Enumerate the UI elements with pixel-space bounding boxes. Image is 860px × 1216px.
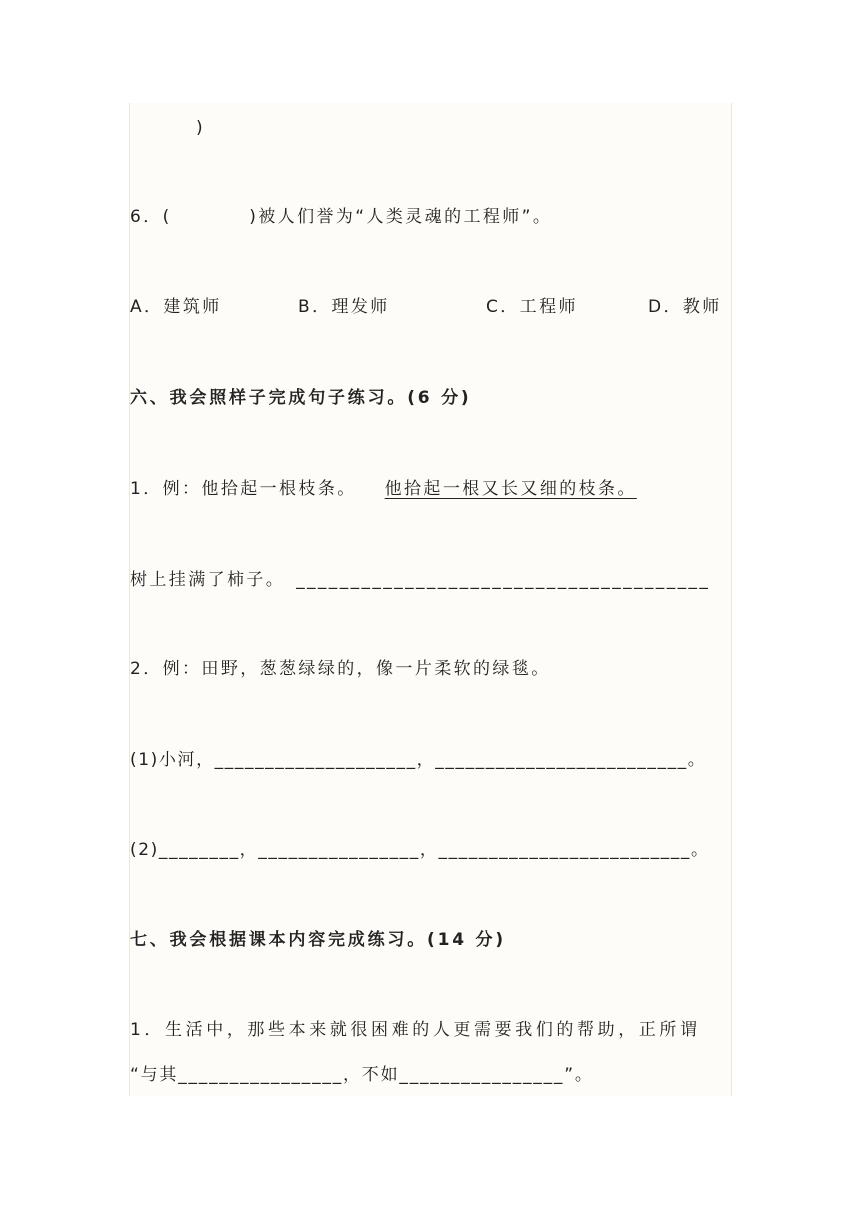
example-2: 2．例：田野，葱葱绿绿的，像一片柔软的绿毯。 bbox=[130, 659, 551, 679]
section-7-q1-line1: 1．生活中，那些本来就很困难的人更需要我们的帮助，正所谓 bbox=[130, 1020, 701, 1040]
option-b: B．理发师 bbox=[298, 297, 390, 317]
option-d: D．教师 bbox=[648, 297, 722, 317]
option-a: A．建筑师 bbox=[130, 297, 222, 317]
section-7-title: 七、我会根据课本内容完成练习。(14 分) bbox=[130, 930, 506, 950]
exercise-1-task: 树上挂满了柿子。 ______________________________________ bbox=[130, 570, 711, 590]
worksheet-page bbox=[129, 103, 732, 1096]
question-6: 6．( )被人们誉为“人类灵魂的工程师”。 bbox=[130, 207, 553, 227]
example-1 bbox=[130, 477, 637, 501]
example-1-answer: 他拾起一根又长又细的枝条。 bbox=[384, 479, 637, 499]
example-1-prefix: 1．例：他拾起一根枝条。 bbox=[130, 479, 357, 499]
section-7-q1-line2: “与其________________，不如________________”。 bbox=[130, 1065, 594, 1085]
previous-question-end: ) bbox=[196, 118, 206, 138]
exercise-2-1: (1)小河，____________________，_________________________。 bbox=[130, 750, 707, 770]
exercise-2-2: (2)________，________________，_________________________。 bbox=[130, 840, 710, 860]
section-6-title: 六、我会照样子完成句子练习。(6 分) bbox=[130, 388, 472, 408]
option-c: C．工程师 bbox=[486, 297, 578, 317]
